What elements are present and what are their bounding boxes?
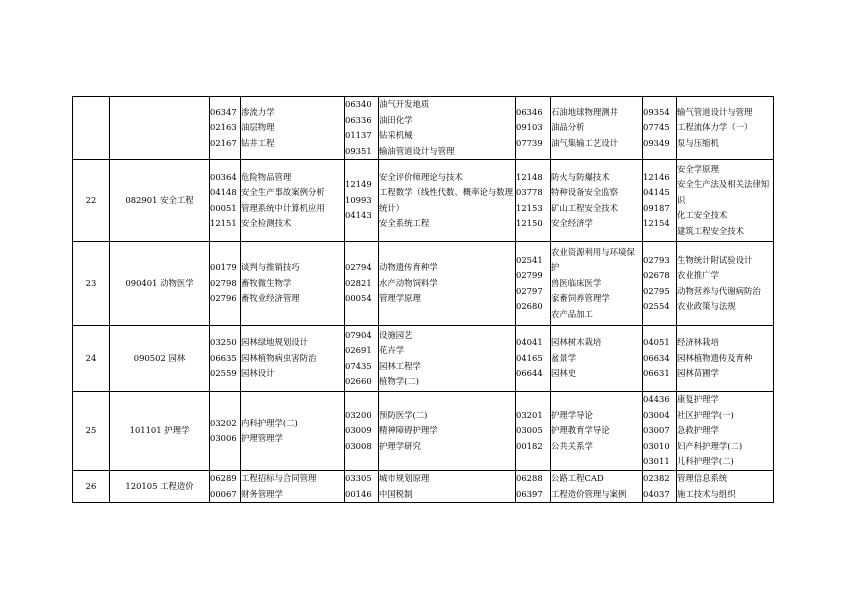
course-code: 02382 — [643, 473, 670, 483]
major-cell — [110, 471, 210, 503]
course-code: 12149 — [345, 179, 372, 190]
course-name: 生物统计附试验设计 — [677, 254, 753, 265]
course-name: 油田化学 — [379, 114, 413, 125]
course-code: 06288 — [516, 473, 543, 483]
course-name: 安全学原理 — [677, 163, 719, 174]
course-code: 04051 — [643, 337, 670, 348]
course-codes-cell — [643, 242, 677, 326]
course-name: 钻采机械 — [379, 130, 413, 140]
course-name: 社区护理学(一) — [677, 409, 734, 420]
course-name: 石油地球物理测井 — [551, 106, 618, 117]
course-code: 12151 — [210, 218, 237, 228]
course-code: 02796 — [210, 293, 237, 304]
course-code: 02660 — [345, 376, 372, 386]
course-name: 油气集输工艺设计 — [551, 137, 618, 148]
major-code: 120105 — [125, 480, 158, 491]
course-code: 06289 — [210, 473, 237, 483]
course-name: 园林树木栽培 — [551, 337, 602, 348]
course-name: 精神障碍护理学 — [379, 425, 438, 436]
course-codes-cell — [210, 160, 241, 242]
course-code: 12150 — [516, 218, 543, 228]
course-codes-cell — [643, 471, 677, 503]
course-name: 设施园艺 — [379, 329, 413, 340]
course-name: 管理信息系统 — [677, 473, 728, 483]
course-name: 谈判与推销技巧 — [241, 262, 300, 273]
course-codes-cell — [516, 160, 551, 242]
course-code: 02797 — [516, 285, 543, 296]
course-code: 00179 — [210, 262, 237, 273]
course-name: 财务管理学 — [241, 488, 283, 499]
course-code: 09187 — [643, 202, 670, 213]
course-name: 农业资源利用与环境保护 — [551, 246, 635, 273]
course-name: 植物学(二) — [379, 376, 420, 386]
course-names-cell — [551, 471, 643, 503]
course-code: 02794 — [345, 262, 372, 273]
course-codes-cell — [210, 326, 241, 392]
course-codes-cell — [516, 97, 551, 160]
course-name: 安全经济学 — [551, 218, 593, 228]
course-code: 02554 — [643, 301, 670, 311]
course-name: 钻井工程 — [241, 137, 275, 148]
course-code: 03010 — [643, 440, 670, 451]
course-code: 04165 — [516, 352, 543, 363]
course-codes-cell — [210, 392, 241, 471]
row-number: 23 — [73, 242, 110, 326]
course-name: 安全系统工程 — [379, 218, 430, 228]
course-codes-cell — [643, 97, 677, 160]
course-code: 03202 — [210, 417, 237, 428]
course-codes-cell — [516, 471, 551, 503]
course-codes-cell — [345, 326, 379, 392]
course-names-cell — [241, 392, 345, 471]
major-cell — [110, 326, 210, 392]
course-name: 工程数学（线性代数、概率论与数理统计） — [379, 187, 513, 213]
course-name: 护理学导论 — [551, 409, 593, 420]
course-code: 06336 — [345, 114, 372, 125]
course-names-cell — [551, 242, 643, 326]
course-code: 02795 — [643, 285, 670, 296]
course-codes-cell — [516, 392, 551, 471]
course-codes-cell — [210, 242, 241, 326]
major-name: 动物医学 — [160, 277, 194, 288]
course-name: 工程招标与合同管理 — [241, 473, 317, 483]
major-code: 082901 — [125, 194, 158, 205]
course-codes-cell — [345, 97, 379, 160]
major-cell — [110, 160, 210, 242]
course-names-cell — [241, 242, 345, 326]
course-code: 02691 — [345, 345, 372, 355]
course-name: 康复护理学 — [677, 394, 719, 405]
course-code: 03201 — [516, 409, 543, 420]
course-names-cell — [379, 97, 516, 160]
course-code: 00051 — [210, 202, 237, 213]
course-code: 00364 — [210, 171, 237, 182]
course-name: 动物遗传育种学 — [379, 262, 438, 273]
course-name: 公路工程CAD — [551, 473, 604, 483]
row-number: 25 — [73, 392, 110, 471]
course-code: 02821 — [345, 277, 372, 288]
course-name: 危险物品管理 — [241, 171, 292, 182]
major-name: 安全工程 — [160, 194, 194, 205]
course-name: 特种设备安全监察 — [551, 187, 618, 197]
course-code: 09351 — [345, 145, 372, 156]
row-number — [73, 97, 110, 160]
course-names-cell — [241, 160, 345, 242]
course-name: 矿山工程安全技术 — [551, 202, 618, 213]
course-name: 园林绿地规划设计 — [241, 337, 308, 348]
course-name: 园林史 — [551, 368, 577, 379]
course-names-cell — [677, 160, 774, 242]
major-name: 工程造价 — [160, 480, 194, 491]
course-name: 化工安全技术 — [677, 210, 728, 221]
course-name: 园林苗圃学 — [677, 368, 719, 379]
course-code: 00054 — [345, 293, 372, 304]
course-name: 经济林栽培 — [677, 337, 719, 348]
course-code: 02541 — [516, 254, 543, 265]
course-name: 园林设计 — [241, 368, 275, 379]
course-codes-cell — [345, 471, 379, 503]
course-name: 农业政策与法规 — [677, 301, 736, 311]
course-name: 油气开发地质 — [379, 99, 430, 109]
course-name: 急救护理学 — [677, 425, 719, 436]
course-codes-cell — [345, 392, 379, 471]
course-name: 城市规划原理 — [379, 473, 430, 483]
course-name: 防火与防爆技术 — [551, 171, 610, 182]
course-names-cell — [677, 326, 774, 392]
course-code: 00067 — [210, 488, 237, 499]
row-number: 26 — [73, 471, 110, 503]
course-names-cell — [677, 392, 774, 471]
course-names-cell — [677, 471, 774, 503]
table-row — [73, 160, 774, 242]
course-name: 园林植物遗传及育种 — [677, 352, 753, 363]
course-names-cell — [379, 392, 516, 471]
course-code: 06631 — [643, 368, 670, 379]
course-code: 01137 — [345, 130, 372, 140]
course-code: 00182 — [516, 440, 543, 451]
course-name: 护理管理学 — [241, 433, 283, 443]
course-name: 管理系统中计算机应用 — [241, 202, 325, 213]
major-cell — [110, 242, 210, 326]
course-code: 12154 — [643, 218, 670, 228]
course-code: 03009 — [345, 425, 372, 436]
course-name: 护理教育学导论 — [551, 425, 610, 436]
course-code: 03007 — [643, 425, 670, 436]
course-codes-cell — [345, 242, 379, 326]
course-name: 花卉学 — [379, 345, 405, 355]
course-code: 09103 — [516, 122, 543, 133]
row-number: 24 — [73, 326, 110, 392]
course-name: 中国税制 — [379, 488, 413, 499]
course-code: 03200 — [345, 409, 372, 420]
major-cell — [110, 392, 210, 471]
course-code: 12146 — [643, 171, 670, 182]
course-names-cell — [241, 471, 345, 503]
course-names-cell — [551, 326, 643, 392]
course-code: 03250 — [210, 337, 237, 348]
course-name: 输气管道设计与管理 — [677, 106, 753, 117]
course-code: 09354 — [643, 106, 670, 117]
course-code: 07435 — [345, 360, 372, 371]
table-row — [73, 392, 774, 471]
course-name: 油层物理 — [241, 122, 275, 133]
course-names-cell — [551, 97, 643, 160]
course-name: 泵与压缩机 — [677, 137, 719, 148]
course-code: 06340 — [345, 99, 372, 109]
course-name: 工程流体力学（一） — [677, 122, 753, 133]
course-name: 水产动物饲料学 — [379, 277, 438, 288]
major-name: 护理学 — [164, 425, 190, 436]
major-name: 园林 — [168, 352, 186, 363]
course-name: 输油管道设计与管理 — [379, 145, 455, 156]
course-name: 兽医临床医学 — [551, 277, 602, 288]
course-code: 06634 — [643, 352, 670, 363]
course-code: 06397 — [516, 488, 543, 499]
course-name: 儿科护理学(二) — [677, 456, 734, 467]
course-codes-cell — [643, 326, 677, 392]
course-names-cell — [379, 242, 516, 326]
course-code: 09349 — [643, 137, 670, 148]
course-codes-cell — [210, 97, 241, 160]
course-name: 建筑工程安全技术 — [677, 225, 744, 236]
course-code: 03778 — [516, 187, 543, 197]
course-code: 06644 — [516, 368, 543, 379]
course-codes-cell — [345, 160, 379, 242]
table-row — [73, 242, 774, 326]
course-name: 园林植物病虫害防治 — [241, 352, 317, 363]
course-code: 02798 — [210, 277, 237, 288]
course-name: 妇产科护理学(二) — [677, 440, 743, 451]
course-code: 03005 — [516, 425, 543, 436]
course-names-cell — [677, 242, 774, 326]
course-code: 04436 — [643, 394, 670, 405]
course-name: 油品分析 — [551, 122, 585, 133]
exam-course-table — [72, 96, 774, 503]
table-row — [73, 97, 774, 160]
course-code: 02793 — [643, 254, 670, 265]
table-row — [73, 471, 774, 503]
course-name: 施工技术与组织 — [677, 488, 736, 499]
course-name: 家畜饲养管理学 — [551, 293, 610, 304]
course-name: 预防医学(二) — [379, 409, 428, 420]
course-name: 安全生产法及相关法律知识 — [677, 179, 770, 205]
course-name: 农产品加工 — [551, 308, 593, 319]
course-code: 06346 — [516, 106, 543, 117]
course-code: 12153 — [516, 202, 543, 213]
course-names-cell — [241, 97, 345, 160]
major-code: 101101 — [129, 425, 162, 436]
course-code: 07739 — [516, 137, 543, 148]
course-code: 02167 — [210, 137, 237, 148]
course-name: 安全评价师理论与技术 — [379, 171, 463, 182]
course-code: 02799 — [516, 270, 543, 280]
course-code: 03006 — [210, 433, 237, 443]
course-code: 06347 — [210, 106, 237, 117]
course-name: 畜牧业经济管理 — [241, 293, 300, 304]
row-number: 22 — [73, 160, 110, 242]
course-name: 安全检测技术 — [241, 218, 292, 228]
course-code: 12148 — [516, 171, 543, 182]
course-name: 护理学研究 — [379, 440, 421, 451]
course-code: 03305 — [345, 473, 372, 483]
course-codes-cell — [210, 471, 241, 503]
course-name: 渗流力学 — [241, 106, 275, 117]
course-code: 04143 — [345, 210, 372, 221]
course-name: 农业推广学 — [677, 270, 719, 280]
major-code: 090401 — [125, 277, 158, 288]
course-name: 盆景学 — [551, 352, 577, 363]
course-code: 04041 — [516, 337, 543, 348]
course-code: 06635 — [210, 352, 237, 363]
course-code: 04145 — [643, 187, 670, 197]
course-name: 管理学原理 — [379, 293, 421, 304]
course-code: 02163 — [210, 122, 237, 133]
course-codes-cell — [516, 242, 551, 326]
major-code: 090502 — [133, 352, 166, 363]
course-name: 内科护理学(二) — [241, 417, 298, 428]
course-code: 02680 — [516, 301, 543, 311]
course-names-cell — [551, 392, 643, 471]
course-code: 04037 — [643, 488, 670, 499]
major-cell — [110, 97, 210, 160]
course-codes-cell — [643, 392, 677, 471]
course-code: 03008 — [345, 440, 372, 451]
course-codes-cell — [643, 160, 677, 242]
course-code: 00146 — [345, 488, 372, 499]
course-names-cell — [379, 471, 516, 503]
course-code: 10993 — [345, 194, 372, 205]
course-name: 安全生产事故案例分析 — [241, 187, 325, 197]
course-code: 02559 — [210, 368, 237, 379]
course-code: 03004 — [643, 409, 670, 420]
course-names-cell — [677, 97, 774, 160]
course-name: 动物营养与代谢病防治 — [677, 285, 761, 296]
course-names-cell — [241, 326, 345, 392]
course-names-cell — [379, 326, 516, 392]
course-name: 园林工程学 — [379, 360, 421, 371]
course-code: 07745 — [643, 122, 670, 133]
course-codes-cell — [516, 326, 551, 392]
course-names-cell — [379, 160, 516, 242]
course-code: 07904 — [345, 329, 372, 340]
course-code: 03011 — [643, 456, 670, 467]
course-name: 工程造价管理与案例 — [551, 488, 627, 499]
course-code: 02678 — [643, 270, 670, 280]
course-name: 公共关系学 — [551, 440, 593, 451]
table-row — [73, 326, 774, 392]
course-name: 畜牧微生物学 — [241, 277, 292, 288]
course-code: 04148 — [210, 187, 237, 197]
course-names-cell — [551, 160, 643, 242]
